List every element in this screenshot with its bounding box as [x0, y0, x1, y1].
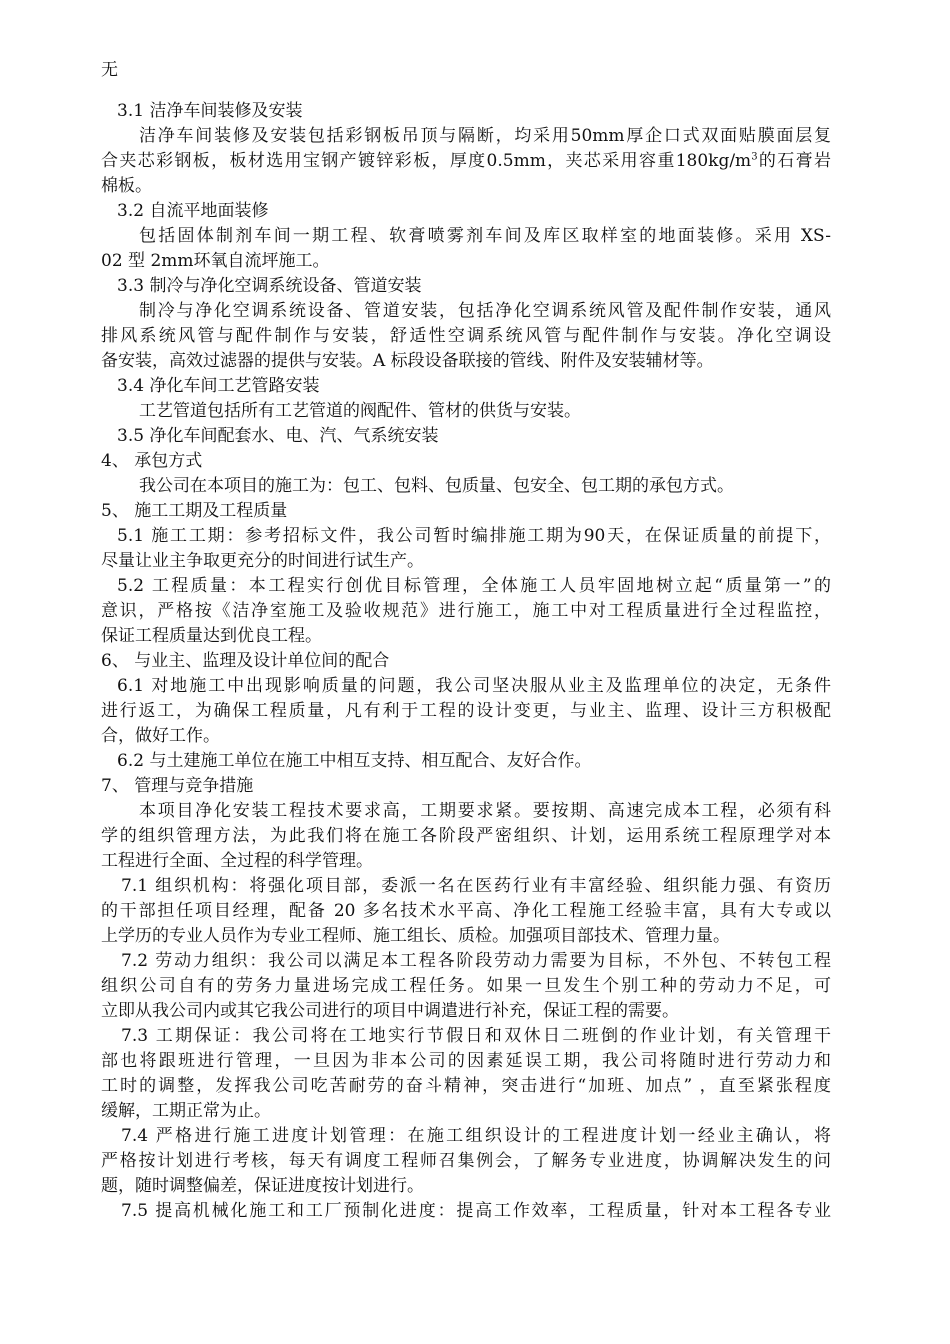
- paragraph-line: 缓解，工期正常为止。: [101, 1101, 271, 1121]
- paragraph-line: 我公司在本项目的施工为：包工、包料、包质量、包安全、包工期的承包方式。: [139, 476, 734, 496]
- paragraph-line: 立即从我公司内或其它我公司进行的项目中调遣进行补充，保证工程的需要。: [101, 1001, 679, 1021]
- paragraph-line: 保证工程质量达到优良工程。: [101, 626, 322, 646]
- superscript-3: 3: [751, 151, 758, 163]
- paragraph-line: 进行返工，为确保工程质量，凡有利于工程的设计变更，与业主、监理、设计三方积极配: [101, 701, 831, 721]
- paragraph-line: 5.2 工程质量：本工程实行创优目标管理，全体施工人员牢固地树立起“质量第一”的: [117, 576, 831, 596]
- paragraph-line: 尽量让业主争取更充分的时间进行试生产。: [101, 551, 424, 571]
- section-heading-7: 7、 管理与竞争措施: [101, 776, 254, 796]
- paragraph-line: 上学历的专业人员作为专业工程师、施工组长、质检。加强项目部技术、管理力量。: [101, 926, 730, 946]
- section-heading-3-3: 3.3 制冷与净化空调系统设备、管道安装: [117, 276, 422, 296]
- section-heading-5: 5、 施工工期及工程质量: [101, 501, 288, 521]
- paragraph-line: 学的组织管理方法，为此我们将在施工各阶段严密组织、计划，运用系统工程原理学对本: [101, 826, 831, 846]
- paragraph-line: 合，做好工作。: [101, 726, 220, 746]
- paragraph-line: 6.2 与土建施工单位在施工中相互支持、相互配合、友好合作。: [117, 751, 592, 771]
- paragraph-line: 7.3 工期保证：我公司将在工地实行节假日和双休日二班倒的作业计划，有关管理干: [121, 1026, 831, 1046]
- paragraph-line: 本项目净化安装工程技术要求高，工期要求紧。要按期、高速完成本工程，必须有科: [139, 801, 831, 821]
- paragraph-line-text: 的石膏岩: [757, 151, 831, 171]
- paragraph-line: 棉板。: [101, 176, 152, 196]
- document-body: [101, 58, 831, 1224]
- paragraph-line-text: 合夹芯彩钢板，板材选用宝钢产镀锌彩板，厚度0.5mm，夹芯采用容重180kg/m: [101, 151, 752, 171]
- paragraph-line: 排风系统风管与配件制作与安装，舒适性空调系统风管与配件制作与安装。净化空调设: [101, 326, 831, 346]
- paragraph-line: [101, 149, 831, 174]
- section-heading-3-2: 3.2 自流平地面装修: [117, 201, 269, 221]
- paragraph-line: 6.1 对地施工中出现影响质量的问题，我公司坚决服从业主及监理单位的决定，无条件: [117, 676, 831, 696]
- paragraph-line: 7.4 严格进行施工进度计划管理：在施工组织设计的工程进度计划一经业主确认，将: [121, 1126, 831, 1146]
- text-line: 无: [101, 60, 118, 80]
- paragraph-line: 工时的调整，发挥我公司吃苦耐劳的奋斗精神，突击进行“加班、加点” ，直至紧张程度: [101, 1076, 831, 1096]
- paragraph-line: 工艺管道包括所有工艺管道的阀配件、管材的供货与安装。: [139, 401, 581, 421]
- paragraph-line: 洁净车间装修及安装包括彩钢板吊顶与隔断，均采用50mm厚企口式双面贴膜面层复: [139, 126, 831, 146]
- paragraph-line: 组织公司自有的劳务力量进场完成工程任务。如果一旦发生个别工种的劳动力不足，可: [101, 976, 831, 996]
- paragraph-line: 严格按计划进行考核，每天有调度工程师召集例会，了解务专业进度，协调解决发生的问: [101, 1151, 831, 1171]
- paragraph-line: 工程进行全面、全过程的科学管理。: [101, 851, 373, 871]
- paragraph-line: 的干部担任项目经理，配备 20 多名技术水平高、净化工程施工经验丰富，具有大专或以: [101, 901, 831, 921]
- section-heading-3-5: 3.5 净化车间配套水、电、汽、气系统安装: [117, 426, 439, 446]
- section-heading-3-4: 3.4 净化车间工艺管路安装: [117, 376, 320, 396]
- section-heading-4: 4、 承包方式: [101, 451, 203, 471]
- paragraph-line: 5.1 施工工期：参考招标文件，我公司暂时编排施工期为90天，在保证质量的前提下，: [117, 526, 831, 546]
- paragraph-line: 题，随时调整偏差，保证进度按计划进行。: [101, 1176, 424, 1196]
- paragraph-line: 意识，严格按《洁净室施工及验收规范》进行施工，施工中对工程质量进行全过程监控，: [101, 601, 831, 621]
- paragraph-line: 7.1 组织机构：将强化项目部，委派一名在医药行业有丰富经验、组织能力强、有资历: [121, 876, 831, 896]
- paragraph-line: 02 型 2mm环氧自流坪施工。: [101, 251, 330, 271]
- section-heading-6: 6、 与业主、监理及设计单位间的配合: [101, 651, 390, 671]
- paragraph-line: 7.2 劳动力组织：我公司以满足本工程各阶段劳动力需要为目标，不外包、不转包工程: [121, 951, 831, 971]
- paragraph-line: 7.5 提高机械化施工和工厂预制化进度：提高工作效率，工程质量，针对本工程各专业: [121, 1201, 831, 1221]
- section-heading-3-1: 3.1 洁净车间装修及安装: [117, 101, 303, 121]
- paragraph-line: 部也将跟班进行管理，一旦因为非本公司的因素延误工期，我公司将随时进行劳动力和: [101, 1051, 831, 1071]
- paragraph-line: 备安装，高效过滤器的提供与安装。A 标段设备联接的管线、附件及安装辅材等。: [101, 351, 714, 371]
- paragraph-line: 制冷与净化空调系统设备、管道安装，包括净化空调系统风管及配件制作安装，通风: [139, 301, 831, 321]
- blank-line: [101, 83, 831, 99]
- paragraph-line: 包括固体制剂车间一期工程、软膏喷雾剂车间及库区取样室的地面装修。采用 XS-: [139, 226, 831, 246]
